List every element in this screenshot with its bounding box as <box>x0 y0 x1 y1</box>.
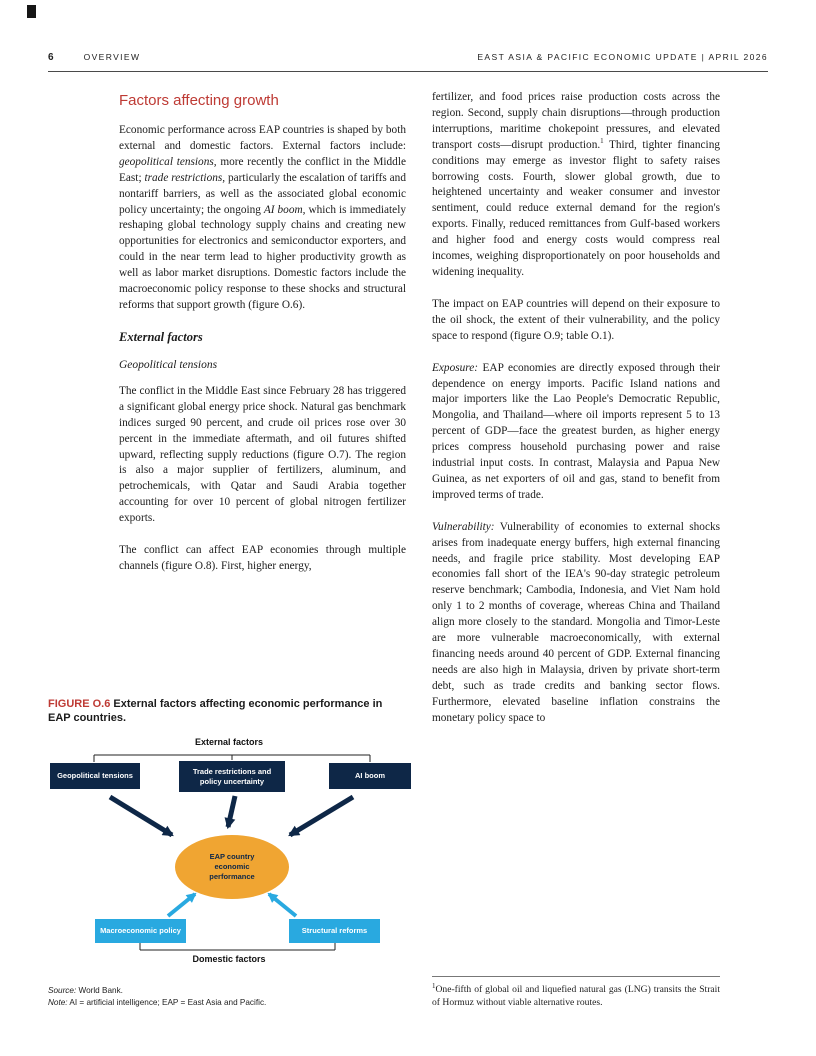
paragraph-impact-depends: The impact on EAP countries will depend on their exposure to the oil shock, the extent of their vulnerability, and the policy space to respond (figure O.9; table O.1). <box>432 297 720 342</box>
arrow-structural-to-center <box>269 894 296 916</box>
paragraph-channels-continued: fertilizer, and food prices raise production costs across the region. Second, supply chain disruptions—through production interruptions, maritime chokepoint pressures, and elevated transport costs—disrupt production.$^1$ Third, tighter financing conditions may emerge as investor flight to safety raises borrowing costs. Fourth, slower global growth, due to heightened uncertainty and weaker consumer and investor sentiment, could reduce external demand for the region's exports. Finally, reduced remittances from Gulf-based workers and higher food and energy costs would compress real incomes, weighing disproportionately on poor households and widening inequality. <box>432 91 720 278</box>
arrow-macro-to-center <box>168 894 195 916</box>
external-factors-group-label: External factors <box>194 737 264 747</box>
paragraph-conflict-channels: The conflict can affect EAP economies through multiple channels (figure O.8). First, higher energy, <box>119 544 406 572</box>
box-geopolitical-tensions: Geopolitical tensions <box>50 763 140 789</box>
footnote-1: $^1$One-fifth of global oil and liquefied natural gas (LNG) transits the Strait of Hormuz without viable alternative routes. <box>432 976 720 1009</box>
subsection-heading-external-factors: External factors <box>119 329 203 344</box>
eap-performance-ellipse <box>175 835 289 899</box>
header-report-title: EAST ASIA & PACIFIC ECONOMIC UPDATE | APRIL 2026 <box>477 52 768 62</box>
box-macroeconomic-policy: Macroeconomic policy <box>95 919 186 943</box>
figure-title <box>48 697 388 725</box>
arrow-ai-to-center <box>290 797 353 835</box>
paragraph-exposure: Exposure: EAP economies are directly exposed through their dependence on energy imports. Pacific Island nations and major importers like the Lao People's Democratic Republic, Mongolia, and Thailand—where oil imports represent 5 to 13 percent of GDP—face the greatest burden, as higher energy prices compress household purchasing power and raise industrial input costs. In contrast, Malaysia and Papua New Guinea, as net exporters of oil and gas, stand to benefit from improved terms of trade. <box>432 361 720 501</box>
right-column <box>432 90 720 743</box>
page-header <box>48 52 768 63</box>
header-rule <box>48 71 768 72</box>
arrow-trade-to-center <box>228 796 235 827</box>
figure-notes <box>48 985 413 1008</box>
figure-o6 <box>48 697 413 1008</box>
figure-caption-text: External factors affecting economic performance in EAP countries. <box>48 698 383 724</box>
arrow-geopolitical-to-center <box>110 797 172 835</box>
domestic-factors-group-label: Domestic factors <box>192 954 266 964</box>
paragraph-vulnerability: Vulnerability: Vulnerability of economies to external shocks arises from inadequate energy buffers, high external financing needs, and fragile price stability. Most developing EAP economies fall short of the IEA's 90-day strategic petroleum reserve benchmark; Cambodia, Indonesia, and Viet Nam hold only 1 to 2 months of coverage, whereas China and Thailand align more closely to the standard. Mongolia and Timor-Leste are more vulnerable macroeconomically, with external financing needs around 40 percent of GDP. External financing needs are also high in Malaysia, driven by private short-term debt, such as trade credits and banking sector flows. Furthermore, elevated baseline inflation constrains the monetary policy space to <box>432 520 720 724</box>
figure-number-label: FIGURE O.6 <box>48 698 111 710</box>
paragraph-conflict-energy-shock: The conflict in the Middle East since February 28 has triggered a significant global energy price shock. Natural gas benchmark indices surged 90 percent, and crude oil prices rose over 30 percent in the immediate aftermath, and oil futures shifted upward, reflecting supply reductions (figure O.7). The region is also a major supplier of fertilizers, aluminum, and petrochemicals, with Qatar and Saudi Arabia together accounting for over 10 percent of global nitrogen fertilizer exports. <box>119 384 406 525</box>
header-left <box>48 52 140 63</box>
figure-diagram <box>48 737 410 969</box>
corner-mark <box>27 5 36 18</box>
figure-note: Note: AI = artificial intelligence; EAP = East Asia and Pacific. <box>48 997 267 1007</box>
box-trade-restrictions-policy-uncertainty: Trade restrictions and policy uncertainty <box>179 761 285 792</box>
box-ai-boom: AI boom <box>329 763 411 789</box>
header-section-label: OVERVIEW <box>83 52 141 62</box>
bottom-bracket-line <box>140 943 335 950</box>
box-structural-reforms: Structural reforms <box>289 919 380 943</box>
page-number: 6 <box>48 52 54 63</box>
figure-source: Source: World Bank. <box>48 986 123 995</box>
left-column <box>119 90 406 591</box>
subsubsection-heading-geopolitical-tensions: Geopolitical tensions <box>119 358 218 371</box>
eap-performance-label: EAP country economic performance <box>209 852 255 881</box>
paragraph-overview: Economic performance across EAP countries is shaped by both external and domestic factors. External factors include: geopolitical tensions, more recently the conflict in the Middle East; trade restrictions, particularly the escalation of tariffs and nontariff barriers, as well as the associated global economic policy uncertainty; the ongoing AI boom, which is immediately reshaping global technology supply chains and creating new opportunities for electronics and semiconductor exporters, and could in the near term lead to higher productivity growth as well as labor market disruptions. Domestic factors include the macroeconomic policy response to these shocks and structural reforms that support growth (figure O.6). <box>119 124 406 311</box>
section-heading: Factors affecting growth <box>119 92 279 109</box>
